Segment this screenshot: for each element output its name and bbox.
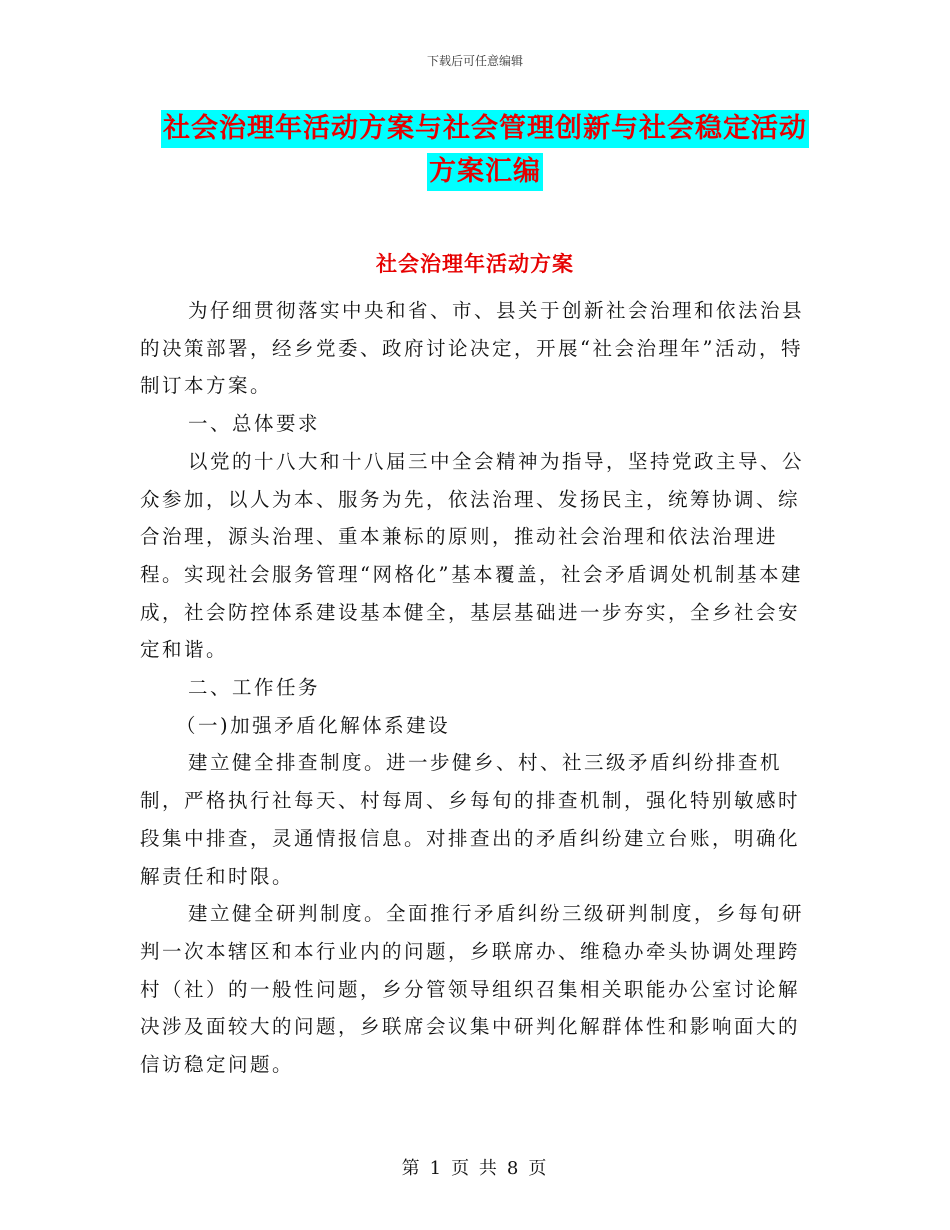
footer-total-pages: 8 [506,1158,521,1179]
document-title-line-1 [160,110,810,148]
document-title-line-2 [160,153,810,191]
paragraph-investigation-system: 建立健全排查制度。进一步健乡、村、社三级矛盾纠纷排查机制，严格执行社每天、村每周、乡每旬的排查机制，强化特别敏感时段集中排查，灵通情报信息。对排查出的矛盾纠纷建立台账，明确化解责任和时限。 [140,751,801,888]
page-footer [0,1154,950,1180]
paragraph-assessment-system: 建立健全研判制度。全面推行矛盾纠纷三级研判制度，乡每旬研判一次本辖区和本行业内的问题，乡联席办、维稳办牵头协调处理跨村（社）的一般性问题，乡分管领导组织召集相关职能办公室讨论解决涉及面较大的问题，乡联席会议集中研判化解群体性和影响面大的信访稳定问题。 [140,902,805,1077]
footer-page-number: 1 [429,1158,444,1179]
subheading-conflict-resolution: （一)加强矛盾化解体系建设 [176,713,451,737]
page-header: 下载后可任意编辑 [426,54,523,68]
title-highlight-2: 方案汇编 [427,153,543,191]
paragraph-intro: 为仔细贯彻落实中央和省、市、县关于创新社会治理和依法治县的决策部署，经乡党委、政府讨论决定，开展“社会治理年”活动，特制订本方案。 [140,299,805,398]
document-body [140,292,810,1084]
title-highlight-1: 社会治理年活动方案与社会管理创新与社会稳定活动 [161,110,809,148]
footer-prefix: 第 [401,1158,422,1179]
paragraph-requirements: 以党的十八大和十八届三中全会精神为指导，坚持党政主导、公众参加，以人为本、服务为先，依法治理、发扬民主，统筹协调、综合治理，源头治理、重本兼标的原则，推动社会治理和依法治理进程。实现社会服务管理“网格化”基本覆盖，社会矛盾调处机制基本建成，社会防控体系建设基本健全，基层基础进一步夯实，全乡社会安定和谐。 [140,449,805,662]
footer-middle: 页 共 [451,1158,499,1179]
footer-suffix: 页 [528,1158,549,1179]
heading-work-tasks: 二、工作任务 [188,676,321,700]
section-subtitle: 社会治理年活动方案 [376,251,574,276]
heading-overall-requirements: 一、总体要求 [188,412,321,436]
